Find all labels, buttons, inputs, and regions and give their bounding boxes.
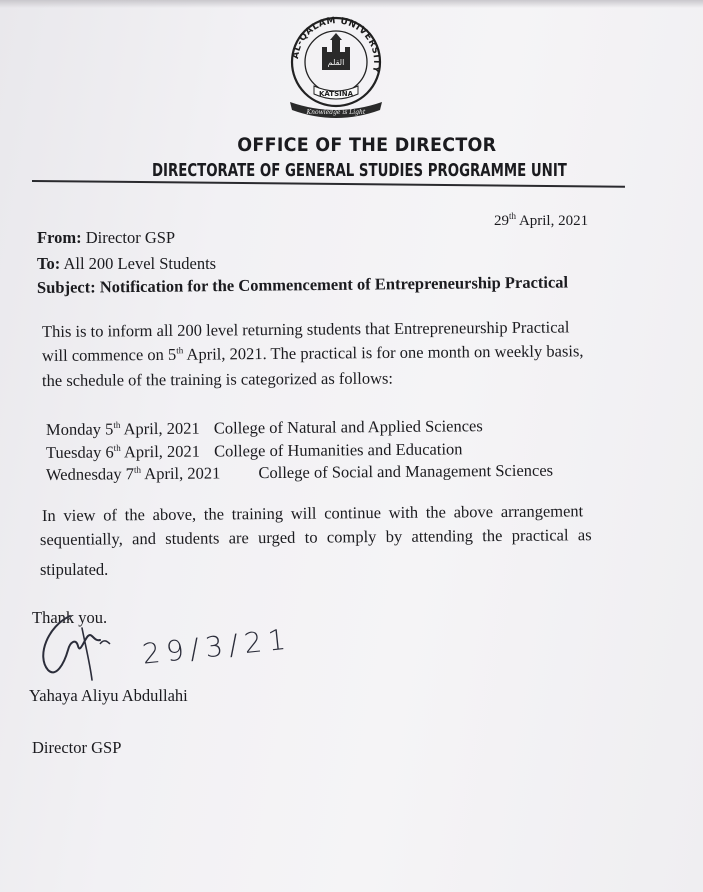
schedule-row: Tuesday 6th April, 2021 College of Humanities and Education	[45, 439, 463, 462]
signatory-title: Director GSP	[32, 738, 122, 757]
page-edge-shadow	[0, 0, 703, 8]
svg-text:القلم: القلم	[327, 58, 345, 67]
thanks-line: Thank you.	[32, 608, 108, 627]
body2-line-3: stipulated.	[40, 560, 109, 579]
body-line-2: will commence on 5th April, 2021. The practical is for one month on weekly basis,	[41, 341, 584, 365]
directorate-heading: DIRECTORATE OF GENERAL STUDIES PROGRAMME UNIT	[152, 160, 567, 181]
svg-text:KATSINA: KATSINA	[319, 90, 353, 98]
svg-text:AL-QALAM UNIVERSITY: AL-QALAM UNIVERSITY	[290, 16, 382, 74]
schedule-row: Wednesday 7th April, 2021 College of Social and Management Sciences	[45, 460, 554, 484]
body2-line-1: In view of the above, the training will continue with the above arrangement	[41, 501, 584, 525]
body2-line-2: sequentially, and students are urged to comply by attending the practical as	[39, 525, 592, 549]
body-line-3: the schedule of the training is categorized as follows:	[41, 368, 394, 390]
letter-date: 29th April, 2021	[494, 211, 589, 229]
memo-from: From: Director GSP	[37, 228, 176, 247]
signature-date: 29/3/21	[140, 622, 294, 671]
memo-subject: Subject: Notification for the Commencement of Entrepreneurship Practical	[36, 272, 569, 297]
header-divider	[32, 180, 625, 188]
signatory-name: Yahaya Aliyu Abdullahi	[29, 686, 188, 705]
body-line-1: This is to inform all 200 level returning students that Entrepreneurship Practical	[41, 317, 570, 341]
office-heading: OFFICE OF THE DIRECTOR	[236, 134, 497, 156]
memo-to: To: All 200 Level Students	[37, 254, 217, 273]
university-seal-logo	[280, 10, 392, 122]
svg-text:Knowledge is Light: Knowledge is Light	[306, 109, 366, 116]
schedule-row: Monday 5th April, 2021 College of Natural and Applied Sciences	[45, 416, 483, 439]
